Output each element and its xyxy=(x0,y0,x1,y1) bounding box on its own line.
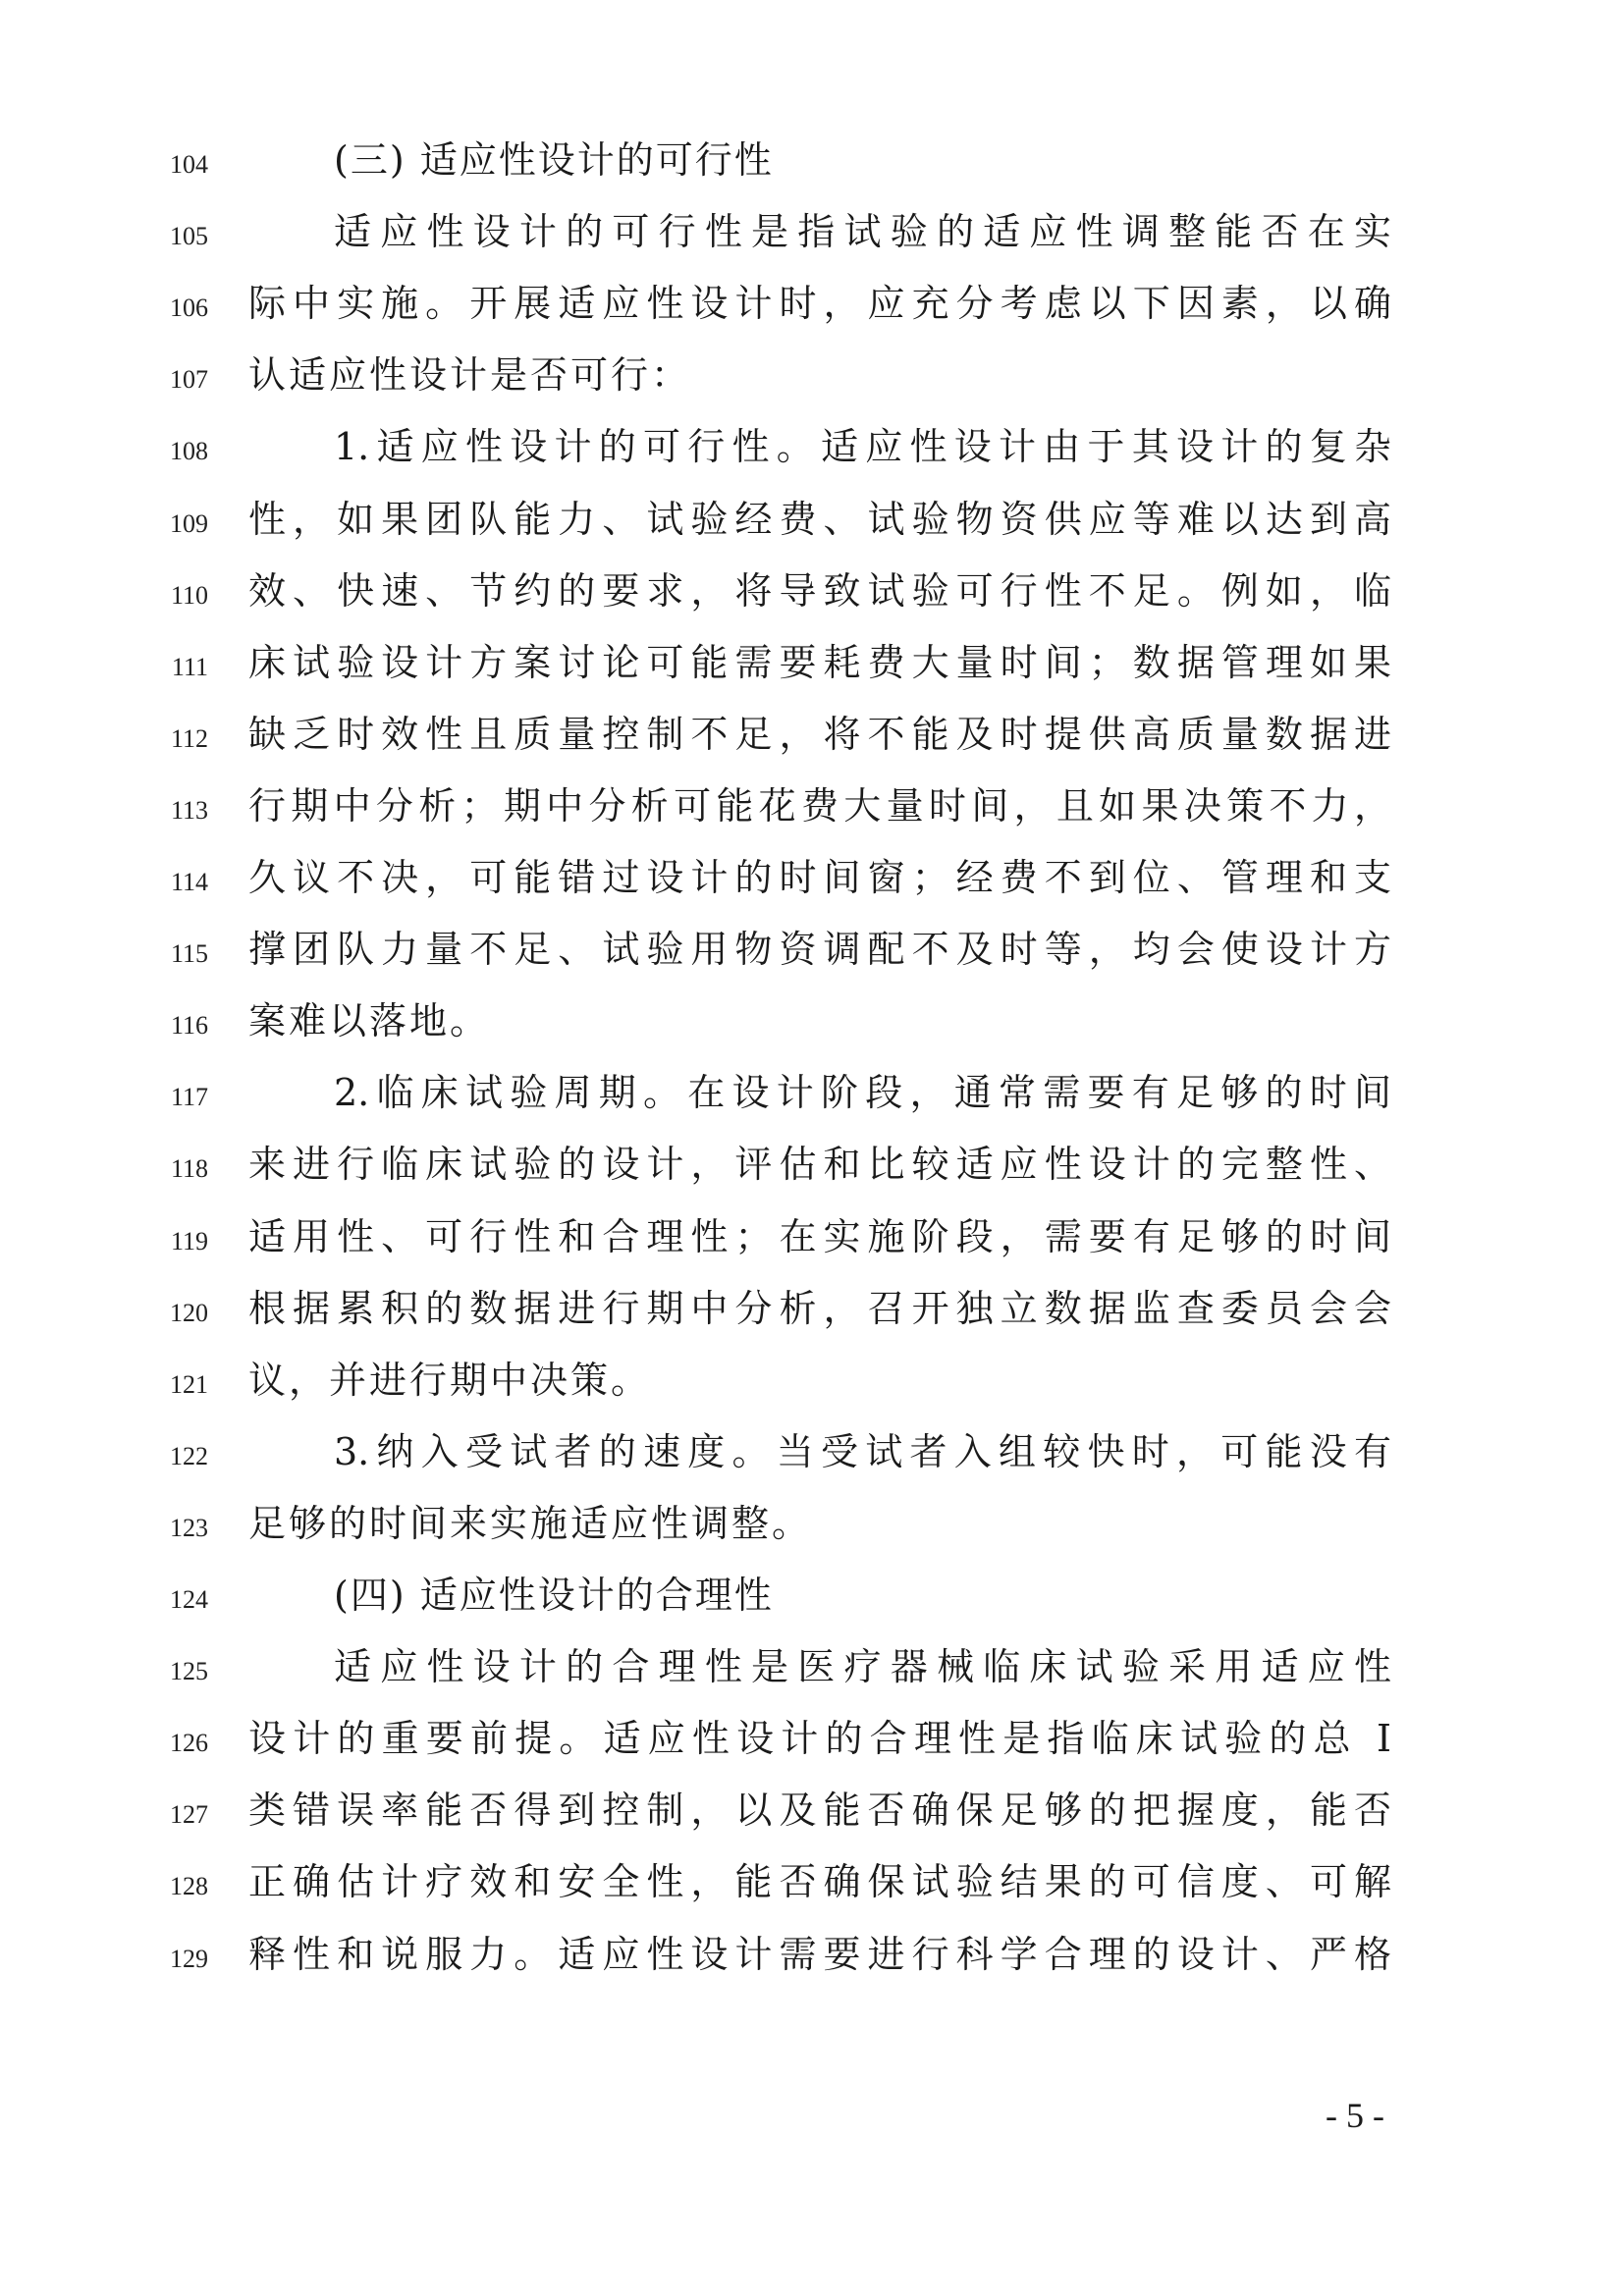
body-text: 适用性、可行性和合理性；在实施阶段，需要有足够的时间 xyxy=(248,1214,1391,1258)
line-number: 106 xyxy=(170,294,208,323)
line-number: 128 xyxy=(170,1872,208,1901)
line-number: 126 xyxy=(170,1729,208,1758)
body-text: 久议不决，可能错过设计的时间窗；经费不到位、管理和支 xyxy=(248,856,1391,899)
body-text: 2.临床试验周期。在设计阶段，通常需要有足够的时间 xyxy=(334,1071,1391,1115)
text-line xyxy=(0,1846,1624,1918)
text-line xyxy=(0,196,1624,268)
text-line xyxy=(0,411,1624,483)
line-number: 118 xyxy=(170,1154,208,1184)
line-number: 122 xyxy=(170,1441,208,1470)
section-heading: (四) 适应性设计的合理性 xyxy=(334,1574,774,1617)
text-line xyxy=(0,842,1624,914)
body-text: 议，并进行期中决策。 xyxy=(248,1358,652,1402)
text-line xyxy=(0,1273,1624,1345)
body-text: 适应性设计的合理性是医疗器械临床试验采用适应性 xyxy=(334,1645,1391,1689)
body-text: 缺乏时效性且质量控制不足，将不能及时提供高质量数据进 xyxy=(248,712,1391,756)
text-line xyxy=(0,125,1624,196)
body-text: 认适应性设计是否可行： xyxy=(248,353,692,398)
page-number: - 5 - xyxy=(1326,2096,1384,2135)
line-number: 112 xyxy=(170,723,208,753)
section-heading: (三) 适应性设计的可行性 xyxy=(334,138,774,182)
text-line xyxy=(0,1631,1624,1703)
line-number: 107 xyxy=(170,365,208,395)
body-text: 足够的时间来实施适应性调整。 xyxy=(248,1501,813,1545)
text-line xyxy=(0,268,1624,340)
line-number: 127 xyxy=(170,1800,208,1830)
body-text: 类错误率能否得到控制，以及能否确保足够的把握度，能否 xyxy=(248,1789,1391,1833)
text-line xyxy=(0,699,1624,771)
text-line xyxy=(0,1488,1624,1560)
text-line xyxy=(0,771,1624,842)
body-text: 正确估计疗效和安全性，能否确保试验结果的可信度、可解 xyxy=(248,1860,1391,1904)
line-number: 129 xyxy=(170,1944,208,1973)
body-text: 效、快速、节约的要求，将导致试验可行性不足。例如，临 xyxy=(248,568,1391,613)
text-line xyxy=(0,986,1624,1057)
line-number: 108 xyxy=(170,437,208,466)
text-line xyxy=(0,1416,1624,1488)
line-number: 113 xyxy=(170,795,208,825)
text-line xyxy=(0,1703,1624,1775)
line-number: 123 xyxy=(170,1513,208,1542)
body-text: 际中实施。开展适应性设计时，应充分考虑以下因素，以确 xyxy=(248,282,1391,326)
body-text: 释性和说服力。适应性设计需要进行科学合理的设计、严格 xyxy=(248,1932,1391,1976)
body-text: 设计的重要前提。适应性设计的合理性是指临床试验的总 I xyxy=(248,1717,1391,1761)
text-line xyxy=(0,340,1624,411)
line-number: 125 xyxy=(170,1657,208,1686)
line-number: 105 xyxy=(170,222,208,251)
body-text: 撑团队力量不足、试验用物资调配不及时等，均会使设计方 xyxy=(248,928,1391,972)
text-line xyxy=(0,914,1624,986)
line-number: 116 xyxy=(170,1011,208,1041)
line-number: 114 xyxy=(170,868,208,896)
body-text: 根据累积的数据进行期中分析，召开独立数据监查委员会会 xyxy=(248,1286,1391,1330)
line-number: 111 xyxy=(171,652,208,681)
line-number: 121 xyxy=(170,1369,208,1399)
body-text: 性，如果团队能力、试验经费、试验物资供应等难以达到高 xyxy=(248,497,1391,541)
line-number: 117 xyxy=(170,1083,208,1112)
text-line xyxy=(0,627,1624,699)
line-number: 115 xyxy=(170,939,208,969)
text-line xyxy=(0,1057,1624,1129)
body-text: 1.适应性设计的可行性。适应性设计由于其设计的复杂 xyxy=(334,425,1391,469)
body-text: 适应性设计的可行性是指试验的适应性调整能否在实 xyxy=(334,210,1391,254)
body-text: 来进行临床试验的设计，评估和比较适应性设计的完整性、 xyxy=(248,1143,1391,1187)
line-number: 110 xyxy=(170,580,208,610)
text-line xyxy=(0,1919,1624,1991)
line-number: 104 xyxy=(170,150,208,179)
line-number: 120 xyxy=(170,1298,208,1327)
body-text: 3.纳入受试者的速度。当受试者入组较快时，可能没有 xyxy=(334,1429,1391,1473)
line-number: 119 xyxy=(170,1226,208,1255)
text-line xyxy=(0,1129,1624,1201)
body-text: 行期中分析；期中分析可能花费大量时间，且如果决策不力， xyxy=(248,783,1391,828)
text-line xyxy=(0,1775,1624,1846)
text-line xyxy=(0,484,1624,556)
text-line xyxy=(0,1560,1624,1631)
line-number: 109 xyxy=(170,508,208,538)
text-line xyxy=(0,556,1624,627)
text-line xyxy=(0,1345,1624,1416)
line-number: 124 xyxy=(170,1585,208,1614)
body-text: 案难以落地。 xyxy=(248,999,491,1043)
text-line xyxy=(0,1201,1624,1273)
body-text: 床试验设计方案讨论可能需要耗费大量时间；数据管理如果 xyxy=(248,640,1391,684)
